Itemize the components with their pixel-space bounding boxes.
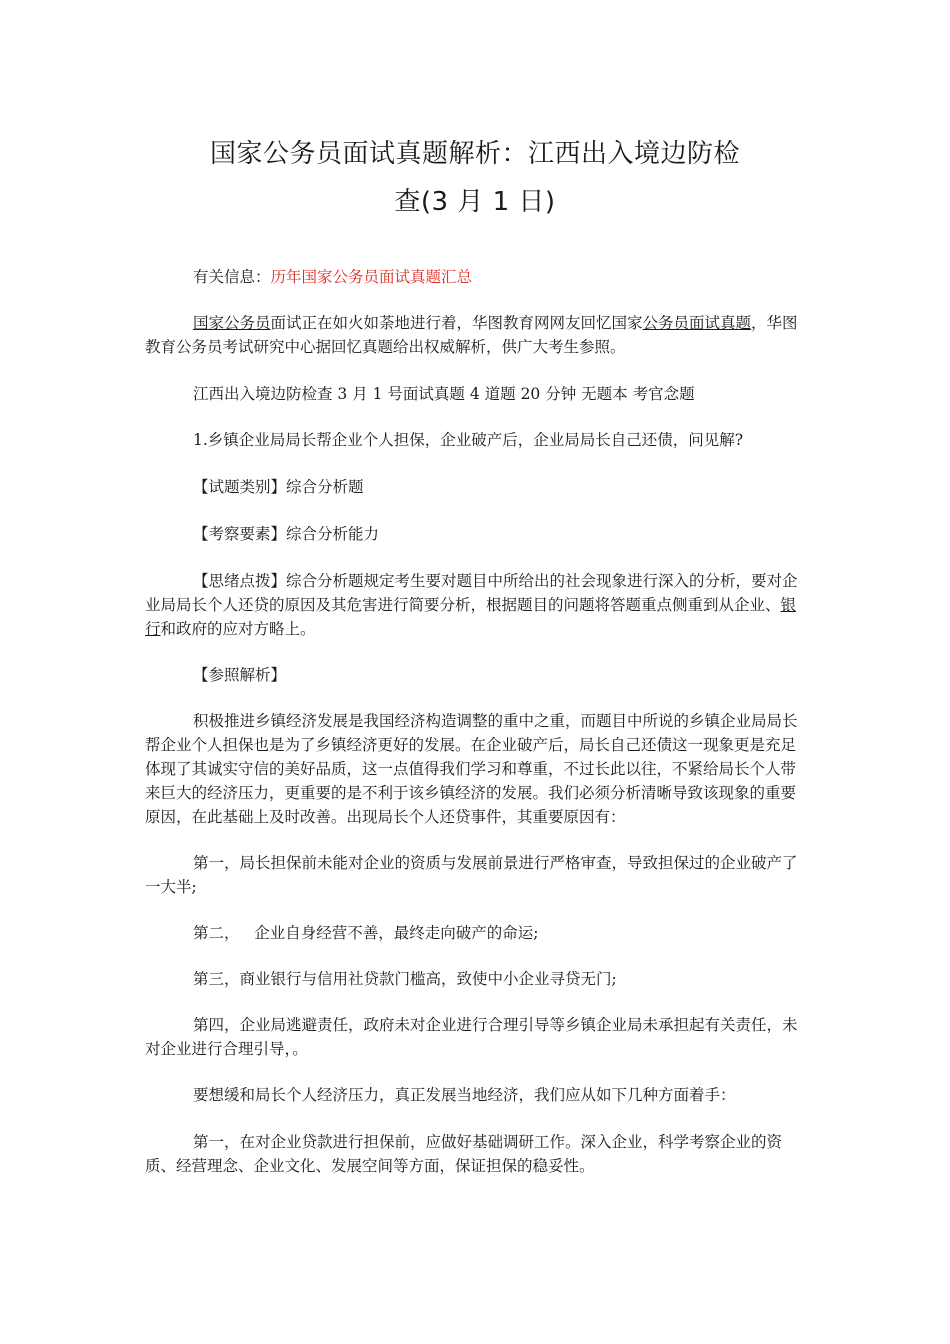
reason-2: 第二， 企业自身经营不善，最终走向破产的命运;	[193, 924, 539, 942]
document-body	[145, 265, 805, 1178]
related-link[interactable]: 历年国家公务员面试真题汇总	[270, 268, 473, 286]
question-category: 【试题类别】综合分析题	[193, 478, 364, 496]
question-text: 1.乡镇企业局局长帮企业个人担保，企业破产后，企业局局长自己还债，问见解?	[193, 431, 744, 449]
hint-paragraph: 【思绪点拨】综合分析题规定考生要对题目中所给出的社会现象进行深入的分析，要对企业局局长个人还贷的原因及其危害进行简要分析，根据题目的问题将答题重点侧重到从企业、银行和政府的应对方略上。	[145, 572, 798, 638]
related-label: 有关信息：	[193, 268, 271, 286]
question-elements: 【考察要素】综合分析能力	[193, 525, 380, 543]
bank-link[interactable]: 银行	[145, 596, 797, 638]
exam-info: 江西出入境边防检查 3 月 1 号面试真题 4 道题 20 分钟 无题本 考官念题	[193, 385, 695, 403]
reason-3: 第三，商业银行与信用社贷款门槛高，致使中小企业寻贷无门;	[193, 970, 617, 988]
document-page	[145, 130, 805, 1178]
document-title	[145, 130, 805, 226]
related-info	[145, 265, 805, 289]
reason-4: 第四，企业局逃避责任，政府未对企业进行合理引导等乡镇企业局未承担起有关责任，未对企业进行合理引导，。	[145, 1016, 798, 1058]
civil-servant-link[interactable]: 国家公务员	[193, 314, 271, 332]
solution-1: 第一，在对企业贷款进行担保前，应做好基础调研工作。深入企业，科学考察企业的资质、经营理念、企业文化、发展空间等方面，保证担保的稳妥性。	[145, 1133, 783, 1175]
intro-paragraph: 国家公务员面试正在如火如荼地进行着，华图教育网网友回忆国家公务员面试真题，华图教育公务员考试研究中心据回忆真题给出权威解析，供广大考生参照。	[145, 314, 798, 356]
solution-intro: 要想缓和局长个人经济压力，真正发展当地经济，我们应从如下几种方面着手：	[193, 1086, 736, 1104]
reason-1: 第一，局长担保前未能对企业的资质与发展前景进行严格审查，导致担保过的企业破产了一大半;	[145, 854, 798, 896]
interview-questions-link[interactable]: 公务员面试真题	[642, 314, 752, 332]
reference-heading: 【参照解析】	[193, 666, 287, 684]
title-line-2: 查(3 月 1 日)	[394, 187, 556, 217]
analysis-paragraph: 积极推进乡镇经济发展是我国经济构造调整的重中之重，而题目中所说的乡镇企业局局长帮企业个人担保也是为了乡镇经济更好的发展。在企业破产后，局长自己还债这一现象更是充足体现了其诚实守信的美好品质，这一点值得我们学习和尊重，不过长此以往，不紧给局长个人带来巨大的经济压力，更重要的是不利于该乡镇经济的发展。我们必须分析清晰导致该现象的重要原因，在此基础上及时改善。出现局长个人还贷事件，其重要原因有：	[145, 712, 798, 826]
title-line-1: 国家公务员面试真题解析：江西出入境边防检	[209, 139, 740, 169]
